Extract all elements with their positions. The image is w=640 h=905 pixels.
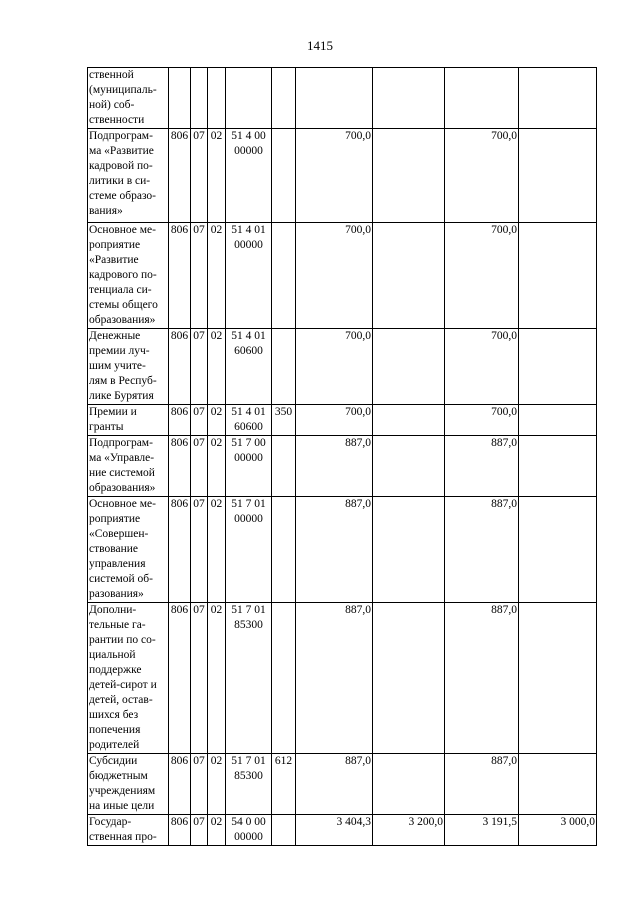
target-article-line: 00000 [234, 513, 263, 525]
target-article-cell [226, 223, 272, 329]
section-cell: 07 [191, 815, 208, 846]
item-name-line: «Развитие [89, 254, 139, 266]
item-name-line: Дополни- [89, 604, 137, 616]
item-name-line: «Совершен- [89, 528, 149, 540]
section-cell: 07 [191, 405, 208, 436]
amount-cell-v3: 887,0 [445, 497, 519, 603]
item-name-line: детей-сирот и [89, 679, 157, 691]
item-name-line: тельные га- [89, 619, 146, 631]
amount-cell-v3: 700,0 [445, 129, 519, 223]
item-name-line: бюджетным [89, 770, 148, 782]
expense-type-cell [272, 68, 296, 129]
grbs-cell: 806 [169, 129, 191, 223]
amount-cell-v4 [519, 68, 597, 129]
target-article-line: 00000 [234, 831, 263, 843]
amount-cell-v2 [373, 436, 445, 497]
grbs-cell: 806 [169, 329, 191, 405]
table-row [88, 68, 597, 129]
item-name-line: кадрового по- [89, 269, 157, 281]
item-name-line: Подпрограм- [89, 437, 153, 449]
target-article-line: 51 4 00 [231, 130, 266, 142]
item-name-line: ной) соб- [89, 99, 135, 111]
amount-cell-v2 [373, 223, 445, 329]
item-name-cell [88, 129, 169, 223]
grbs-cell: 806 [169, 815, 191, 846]
target-article-line: 51 4 01 [231, 330, 266, 342]
expense-type-cell: 612 [272, 754, 296, 815]
item-name-line: вания» [89, 205, 123, 217]
target-article-cell [226, 603, 272, 754]
item-name-cell [88, 436, 169, 497]
section-cell: 07 [191, 754, 208, 815]
grbs-cell: 806 [169, 754, 191, 815]
amount-cell-v1: 3 404,3 [296, 815, 373, 846]
item-name-line: роприятие [89, 513, 141, 525]
subsection-cell: 02 [208, 603, 226, 754]
item-name-line: шим учите- [89, 360, 146, 372]
table-row [88, 815, 597, 846]
expense-type-cell [272, 436, 296, 497]
expense-type-cell [272, 603, 296, 754]
item-name-line: литики в си- [89, 175, 151, 187]
section-cell: 07 [191, 129, 208, 223]
item-name-line: циальной [89, 649, 136, 661]
target-article-line: 51 7 01 [231, 755, 266, 767]
item-name-line: на иные цели [89, 800, 155, 812]
target-article-cell [226, 436, 272, 497]
amount-cell-v2 [373, 68, 445, 129]
expense-type-cell [272, 815, 296, 846]
item-name-line: попечения [89, 724, 141, 736]
target-article-cell [226, 329, 272, 405]
item-name-cell [88, 68, 169, 129]
item-name-cell [88, 815, 169, 846]
item-name-line: Основное ме- [89, 224, 156, 236]
item-name-line: системой об- [89, 573, 153, 585]
target-article-line: 85300 [234, 770, 263, 782]
subsection-cell: 02 [208, 754, 226, 815]
amount-cell-v2 [373, 405, 445, 436]
target-article-line: 00000 [234, 452, 263, 464]
amount-cell-v1: 700,0 [296, 405, 373, 436]
amount-cell-v4 [519, 754, 597, 815]
item-name-line: образования» [89, 314, 156, 326]
table-row [88, 329, 597, 405]
table-body [88, 68, 597, 846]
expense-type-cell [272, 129, 296, 223]
section-cell: 07 [191, 223, 208, 329]
table-row [88, 129, 597, 223]
item-name-line: роприятие [89, 239, 141, 251]
amount-cell-v4 [519, 329, 597, 405]
target-article-cell [226, 815, 272, 846]
target-article-line: 51 7 01 [231, 604, 266, 616]
target-article-line: 51 4 01 [231, 224, 266, 236]
grbs-cell: 806 [169, 603, 191, 754]
table-row [88, 603, 597, 754]
amount-cell-v2 [373, 129, 445, 223]
item-name-line: (муниципаль- [89, 84, 157, 96]
amount-cell-v1: 887,0 [296, 603, 373, 754]
amount-cell-v4 [519, 405, 597, 436]
item-name-line: детей, остав- [89, 694, 153, 706]
table-row [88, 497, 597, 603]
table-row [88, 436, 597, 497]
amount-cell-v2 [373, 603, 445, 754]
target-article-cell [226, 405, 272, 436]
subsection-cell: 02 [208, 497, 226, 603]
amount-cell-v1: 700,0 [296, 223, 373, 329]
target-article-line: 54 0 00 [231, 816, 266, 828]
target-article-line: 60600 [234, 421, 263, 433]
item-name-line: ствование [89, 543, 139, 555]
item-name-line: Подпрограм- [89, 130, 153, 142]
item-name-line: ма «Управле- [89, 452, 155, 464]
target-article-line: 00000 [234, 145, 263, 157]
target-article-cell [226, 754, 272, 815]
amount-cell-v3: 700,0 [445, 405, 519, 436]
item-name-line: Денежные [89, 330, 141, 342]
subsection-cell: 02 [208, 329, 226, 405]
amount-cell-v1: 700,0 [296, 329, 373, 405]
expense-type-cell: 350 [272, 405, 296, 436]
subsection-cell: 02 [208, 815, 226, 846]
amount-cell-v3: 887,0 [445, 603, 519, 754]
section-cell: 07 [191, 329, 208, 405]
target-article-cell [226, 129, 272, 223]
target-article-cell [226, 497, 272, 603]
item-name-cell [88, 603, 169, 754]
item-name-line: поддержке [89, 664, 142, 676]
page-number: 1415 [307, 38, 333, 53]
amount-cell-v1: 700,0 [296, 129, 373, 223]
grbs-cell [169, 68, 191, 129]
item-name-line: Государ- [89, 816, 132, 828]
subsection-cell: 02 [208, 405, 226, 436]
budget-table [87, 67, 597, 846]
amount-cell-v4: 3 000,0 [519, 815, 597, 846]
item-name-cell [88, 497, 169, 603]
grbs-cell: 806 [169, 436, 191, 497]
expense-type-cell [272, 329, 296, 405]
amount-cell-v3: 887,0 [445, 754, 519, 815]
target-article-line: 51 7 00 [231, 437, 266, 449]
item-name-cell [88, 223, 169, 329]
amount-cell-v1: 887,0 [296, 497, 373, 603]
subsection-cell: 02 [208, 223, 226, 329]
item-name-line: ственности [89, 114, 145, 126]
amount-cell-v2 [373, 497, 445, 603]
amount-cell-v3 [445, 68, 519, 129]
item-name-line: лям в Респуб- [89, 375, 157, 387]
amount-cell-v2 [373, 329, 445, 405]
item-name-line: Основное ме- [89, 498, 156, 510]
amount-cell-v4 [519, 223, 597, 329]
amount-cell-v2 [373, 754, 445, 815]
section-cell: 07 [191, 497, 208, 603]
table-row [88, 405, 597, 436]
amount-cell-v4 [519, 603, 597, 754]
amount-cell-v3: 887,0 [445, 436, 519, 497]
target-article-line: 51 7 01 [231, 498, 266, 510]
item-name-line: родителей [89, 739, 140, 751]
item-name-line: учреждениям [89, 785, 156, 797]
subsection-cell [208, 68, 226, 129]
subsection-cell: 02 [208, 436, 226, 497]
section-cell: 07 [191, 603, 208, 754]
amount-cell-v1: 887,0 [296, 754, 373, 815]
item-name-line: управления [89, 558, 146, 570]
item-name-line: лике Бурятия [89, 390, 154, 402]
item-name-line: премии луч- [89, 345, 150, 357]
item-name-line: кадровой по- [89, 160, 153, 172]
item-name-line: тенциала си- [89, 284, 152, 296]
target-article-line: 60600 [234, 345, 263, 357]
subsection-cell: 02 [208, 129, 226, 223]
item-name-line: ственной [89, 69, 134, 81]
amount-cell-v4 [519, 129, 597, 223]
amount-cell-v4 [519, 436, 597, 497]
item-name-line: гранты [89, 421, 124, 433]
grbs-cell: 806 [169, 223, 191, 329]
item-name-cell [88, 329, 169, 405]
table-row [88, 754, 597, 815]
item-name-line: разования» [89, 588, 144, 600]
item-name-line: ственная про- [89, 831, 157, 843]
table-row [88, 223, 597, 329]
item-name-line: Субсидии [89, 755, 138, 767]
item-name-line: ма «Развитие [89, 145, 154, 157]
item-name-line: шихся без [89, 709, 139, 721]
item-name-line: образования» [89, 482, 156, 494]
section-cell: 07 [191, 436, 208, 497]
amount-cell-v2: 3 200,0 [373, 815, 445, 846]
target-article-cell [226, 68, 272, 129]
expense-type-cell [272, 223, 296, 329]
item-name-cell [88, 754, 169, 815]
target-article-line: 00000 [234, 239, 263, 251]
item-name-line: стемы общего [89, 299, 158, 311]
item-name-line: стеме образо- [89, 190, 157, 202]
amount-cell-v1: 887,0 [296, 436, 373, 497]
item-name-line: Премии и [89, 406, 137, 418]
grbs-cell: 806 [169, 497, 191, 603]
target-article-line: 51 4 01 [231, 406, 266, 418]
target-article-line: 85300 [234, 619, 263, 631]
section-cell [191, 68, 208, 129]
expense-type-cell [272, 497, 296, 603]
amount-cell-v3: 700,0 [445, 329, 519, 405]
item-name-line: ние системой [89, 467, 155, 479]
item-name-cell [88, 405, 169, 436]
item-name-line: рантии по со- [89, 634, 156, 646]
amount-cell-v3: 3 191,5 [445, 815, 519, 846]
grbs-cell: 806 [169, 405, 191, 436]
amount-cell-v3: 700,0 [445, 223, 519, 329]
amount-cell-v4 [519, 497, 597, 603]
amount-cell-v1 [296, 68, 373, 129]
